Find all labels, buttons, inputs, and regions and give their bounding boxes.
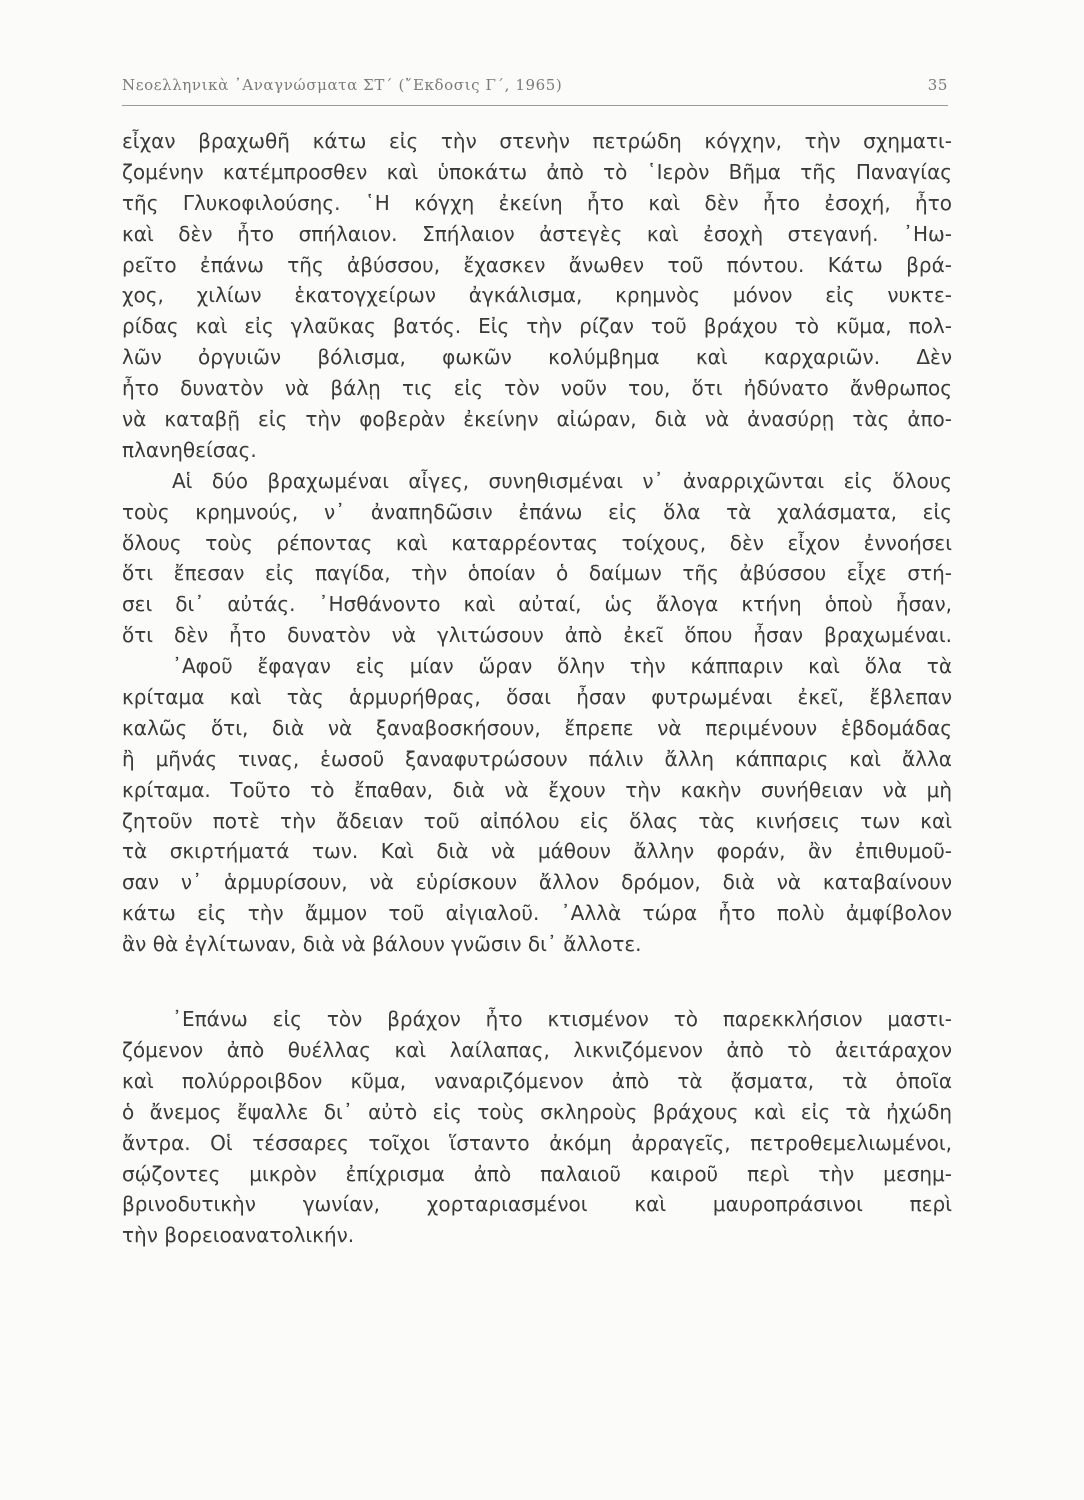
text-line: ὁ ἄνεμος ἔψαλλε δι᾿ αὐτὸ εἰς τοὺς σκληροὺς βράχους καὶ εἰς τὰ ἠχώδη [122, 1099, 952, 1124]
body-text [122, 126, 952, 1251]
section-gap [122, 960, 952, 1004]
text-line: ἂν θὰ ἐγλίτωναν, διὰ νὰ βάλουν γνῶσιν δι᾿ ἄλλοτε. [122, 932, 642, 957]
text-line: ὅτι ἔπεσαν εἰς παγίδα, τὴν ὁποίαν ὁ δαίμων τῆς ἀβύσσου εἶχε στή- [122, 561, 952, 586]
text-line: τῆς Γλυκοφιλούσης. ῾Η κόγχη ἐκείνη ἦτο καὶ δὲν ἦτο ἐσοχή, ἦτο [122, 190, 952, 215]
text-line: καὶ πολύρροιβδον κῦμα, ναναριζόμενον ἀπὸ τὰ ᾄσματα, τὰ ὁποῖα [122, 1068, 952, 1093]
text-line: ζόμενον ἀπὸ θυέλλας καὶ λαίλαπας, λικνιζόμενον ἀπὸ τὸ ἀειτάραχον [122, 1037, 952, 1062]
text-line: ὅλους τοὺς ρέποντας καὶ καταρρέοντας τοίχους, δὲν εἶχον ἐννοήσει [122, 530, 952, 555]
text-line: καὶ δὲν ἦτο σπήλαιον. Σπήλαιον ἀστεγὲς καὶ ἐσοχὴ στεγανή. ᾿Ηω- [122, 221, 952, 246]
text-line: λῶν ὀργυιῶν βόλισμα, φωκῶν κολύμβημα καὶ καρχαριῶν. Δὲν [122, 345, 952, 370]
text-line: πλανηθείσας. [122, 437, 257, 462]
text-line: νὰ καταβῇ εἰς τὴν φοβερὰν ἐκείνην αἰώραν, διὰ νὰ ἀνασύρῃ τὰς ἀπο- [122, 407, 952, 432]
text-line: ἦτο δυνατὸν νὰ βάλῃ τις εἰς τὸν νοῦν του, ὅτι ἠδύνατο ἄνθρωπος [122, 376, 952, 401]
text-line: ζομένην κατέμπροσθεν καὶ ὑποκάτω ἀπὸ τὸ ῾Ιερὸν Βῆμα τῆς Παναγίας [122, 159, 952, 184]
text-line: σει δι᾿ αὐτάς. ᾿Ησθάνοντο καὶ αὐταί, ὡς ἄλογα κτήνη ὁποὺ ἦσαν, [122, 592, 952, 617]
text-line: κρίταμα καὶ τὰς ἁρμυρήθρας, ὅσαι ἦσαν φυτρωμέναι ἐκεῖ, ἔβλεπαν [122, 685, 952, 710]
text-line: τοὺς κρημνούς, ν᾿ ἀναπηδῶσιν ἐπάνω εἰς ὅλα τὰ χαλάσματα, εἰς [122, 499, 952, 524]
text-line: κρίταμα. Τοῦτο τὸ ἔπαθαν, διὰ νὰ ἔχουν τὴν κακὴν συνήθειαν νὰ μὴ [122, 777, 952, 802]
text-line: ζητοῦν ποτὲ τὴν ἄδειαν τοῦ αἰπόλου εἰς ὅλας τὰς κινήσεις των καὶ [122, 808, 952, 833]
text-line: ρίδας καὶ εἰς γλαῦκας βατός. Εἰς τὴν ρίζαν τοῦ βράχου τὸ κῦμα, πολ- [122, 314, 952, 339]
text-line: σῴζοντες μικρὸν ἐπίχρισμα ἀπὸ παλαιοῦ καιροῦ περὶ τὴν μεσημ- [122, 1161, 952, 1186]
text-line: χος, χιλίων ἑκατογχείρων ἀγκάλισμα, κρημνὸς μόνον εἰς νυκτε- [122, 283, 952, 308]
text-line: ᾿Επάνω εἰς τὸν βράχον ἦτο κτισμένον τὸ παρεκκλήσιον μαστι- [172, 1007, 952, 1032]
text-line: κάτω εἰς τὴν ἄμμον τοῦ αἰγιαλοῦ. ᾿Αλλὰ τώρα ἦτο πολὺ ἀμφίβολον [122, 901, 952, 926]
text-line: σαν ν᾿ ἁρμυρίσουν, νὰ εὑρίσκουν ἄλλον δρόμον, διὰ νὰ καταβαίνουν [122, 870, 952, 895]
text-line: ἢ μῆνάς τινας, ἑωσοῦ ξαναφυτρώσουν πάλιν ἄλλη κάππαρις καὶ ἄλλα [122, 746, 952, 771]
running-title: Νεοελληνικὰ ᾿Αναγνώσματα ΣΤ΄ (῎Εκδοσις Γ΄, 1965) [122, 76, 563, 94]
text-line: ρεῖτο ἐπάνω τῆς ἀβύσσου, ἔχασκεν ἄνωθεν τοῦ πόντου. Κάτω βρά- [122, 252, 952, 277]
text-line: ᾿Αφοῦ ἔφαγαν εἰς μίαν ὥραν ὅλην τὴν κάππαριν καὶ ὅλα τὰ [172, 654, 952, 679]
header-rule [122, 105, 948, 106]
page-number: 35 [927, 76, 948, 94]
text-line: Αἱ δύο βραχωμέναι αἶγες, συνηθισμέναι ν᾿ ἀναρριχῶνται εἰς ὅλους [172, 468, 952, 493]
text-line: εἶχαν βραχωθῆ κάτω εἰς τὴν στενὴν πετρώδη κόγχην, τὴν σχηματι- [122, 129, 952, 153]
text-line: βρινοδυτικὴν γωνίαν, χορταριασμένοι καὶ μαυροπράσινοι περὶ [122, 1192, 952, 1217]
text-line: καλῶς ὅτι, διὰ νὰ ξαναβοσκήσουν, ἔπρεπε νὰ περιμένουν ἑβδομάδας [122, 715, 952, 740]
text-line: ἄντρα. Οἱ τέσσαρες τοῖχοι ἵσταντο ἀκόμη ἀρραγεῖς, πετροθεμελιωμένοι, [122, 1130, 952, 1155]
text-line: ὅτι δὲν ἦτο δυνατὸν νὰ γλιτώσουν ἀπὸ ἐκεῖ ὅπου ἦσαν βραχωμέναι. [122, 623, 952, 648]
running-header [122, 76, 948, 106]
text-line: τὴν βορειοανατολικήν. [122, 1223, 355, 1248]
text-line: τὰ σκιρτήματά των. Καὶ διὰ νὰ μάθουν ἄλλην φοράν, ἂν ἐπιθυμοῦ- [122, 839, 952, 864]
